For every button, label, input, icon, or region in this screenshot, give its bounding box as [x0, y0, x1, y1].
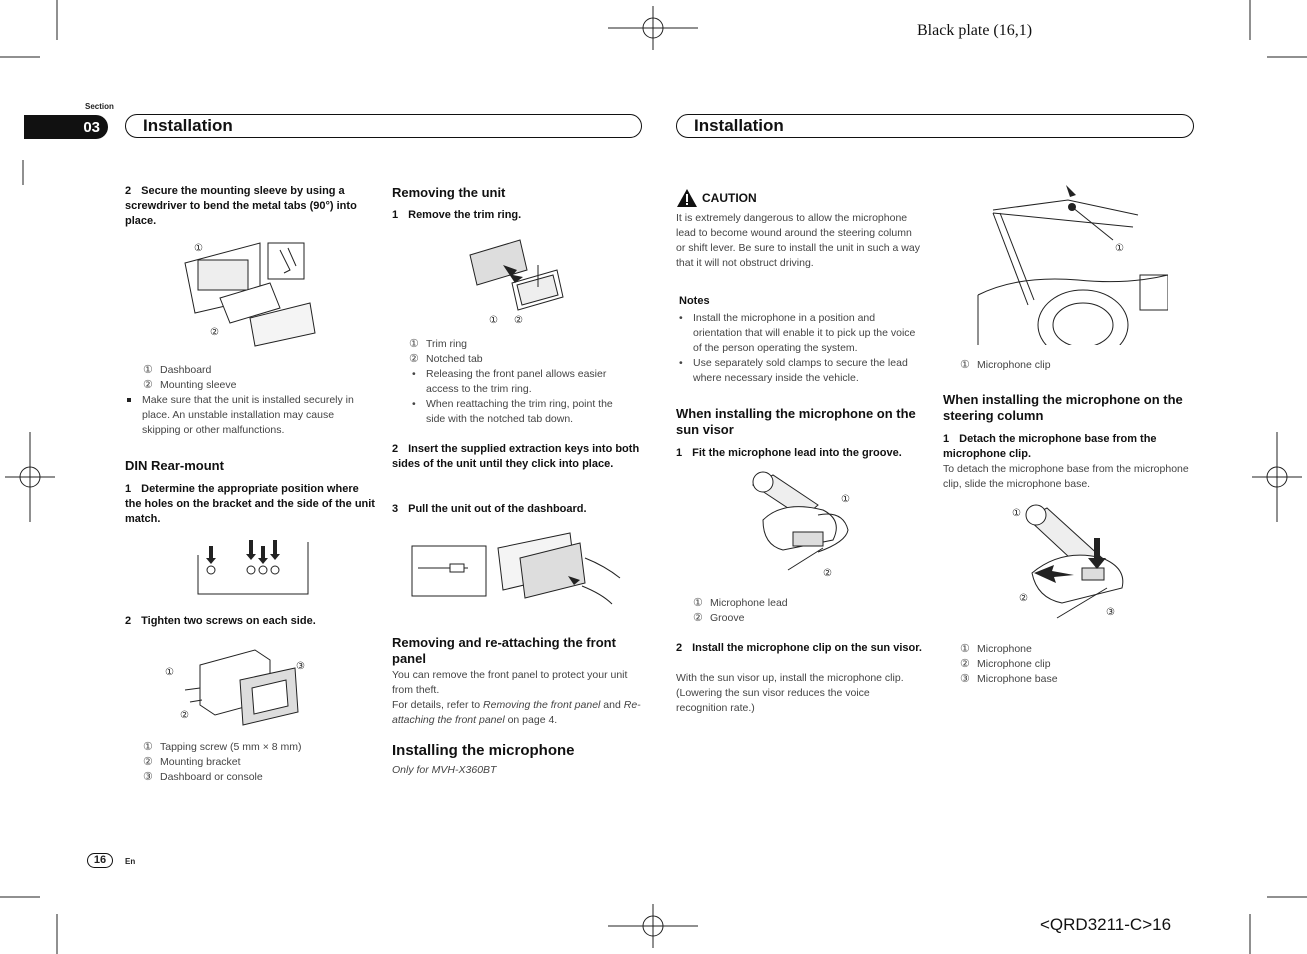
legend-item: ① Trim ring [409, 338, 468, 350]
legend-trim [409, 337, 483, 367]
legend-item: ① Microphone clip [960, 359, 1051, 371]
din-rear-mount-heading: DIN Rear-mount [125, 458, 224, 473]
section-label: Section [85, 102, 114, 111]
plate-label: Black plate (16,1) [917, 22, 1033, 39]
step-install-clip: 2 Install the microphone clip on the sun visor. [676, 642, 922, 654]
legend-visor [693, 596, 788, 626]
install-note: Make sure that the unit is installed securely in place. An unstable installation may cause skipping or other malfunctions. [125, 393, 373, 438]
fig-marker-3: ③ [296, 661, 305, 672]
fig-marker-1: ① [165, 667, 174, 678]
fig-marker-1: ① [841, 494, 850, 505]
removing-unit-heading: Removing the unit [392, 185, 506, 200]
caution-heading: CAUTION [676, 188, 757, 208]
bullet-item: • Install the microphone in a position and orientation that will enable it to pick up the voice of the person operating the system. [676, 311, 922, 356]
fig-marker-1: ① [1012, 508, 1021, 519]
sun-visor-body: With the sun visor up, install the microphone clip. (Lowering the sun visor reduces the voice recognition rate.) [676, 672, 904, 714]
installing-microphone-heading: Installing the microphone [392, 742, 575, 759]
notes-list [676, 311, 922, 386]
step-tighten-screws: 2 Tighten two screws on each side. [125, 615, 316, 627]
legend-item: ③ Dashboard or console [143, 771, 263, 783]
fig-marker-2: ② [514, 315, 523, 325]
legend-item: ② Mounting sleeve [143, 379, 237, 391]
microphone-model-note: Only for MVH-X360BT [392, 764, 497, 776]
legend-item: ① Microphone lead [693, 597, 788, 609]
step-pull-unit: 3 Pull the unit out of the dashboard. [392, 503, 587, 515]
fig-marker-2: ② [210, 327, 219, 338]
front-panel-reference: For details, refer to Removing the front panel and Re-attaching the front panel on page 4. [392, 699, 641, 726]
page-title-right: Installation [676, 114, 1194, 138]
trim-bullets [409, 367, 634, 427]
legend-item: ③ Microphone base [960, 673, 1058, 685]
caution-text: It is extremely dangerous to allow the microphone lead to become wound around the steering column or shift lever. Be sure to install the unit in such a way that it will not obstruct driving. [676, 212, 920, 269]
steering-column-body: To detach the microphone base from the microphone clip, slide the microphone base. [943, 463, 1189, 490]
legend-item: ② Mounting bracket [143, 756, 241, 768]
front-panel-body: You can remove the front panel to protect your unit from theft. [392, 669, 628, 696]
document-code: <QRD3211-C>16 [1040, 915, 1172, 934]
microphone-clip-illustration [1012, 503, 1132, 621]
bullet-item: • Releasing the front panel allows easier access to the trim ring. [409, 367, 634, 397]
pull-unit-illustration [410, 528, 630, 610]
warning-icon [676, 188, 698, 208]
legend-item: ① Tapping screw (5 mm × 8 mm) [143, 741, 302, 753]
notes-heading: Notes [679, 295, 710, 307]
legend-sleeve [143, 363, 236, 393]
bullet-item: • When reattaching the trim ring, point the side with the notched tab down. [409, 397, 634, 427]
column-1 [125, 184, 375, 229]
legend-bracket [143, 740, 302, 785]
legend-item: ① Dashboard [143, 364, 212, 376]
legend-item: ② Notched tab [409, 353, 483, 365]
fig-marker-3: ③ [1106, 607, 1115, 618]
bullet-item: • Use separately sold clamps to secure the lead where necessary inside the vehicle. [676, 356, 922, 386]
step-fit-lead: 1 Fit the microphone lead into the groove. [676, 447, 902, 459]
trim-ring-illustration [465, 235, 575, 325]
bracket-holes-illustration [196, 540, 311, 596]
step-remove-trim: 1 Remove the trim ring. [392, 209, 522, 221]
page-number: 16 [87, 853, 113, 868]
legend-item: ② Microphone clip [960, 658, 1051, 670]
fig-marker-2: ② [1019, 593, 1028, 604]
fig-marker-1: ① [1115, 243, 1124, 254]
section-number: 03 [24, 115, 108, 139]
legend-car [960, 358, 1051, 373]
link-reattaching-front-panel[interactable]: Re-attaching the front panel [392, 699, 641, 726]
legend-steering [960, 642, 1058, 687]
fig-marker-1: ① [194, 243, 203, 254]
page-title-left: Installation [125, 114, 642, 138]
front-panel-heading: Removing and re-attaching the front panel [392, 635, 616, 666]
microphone-lead-illustration [748, 470, 858, 578]
legend-item: ② Groove [693, 612, 745, 624]
fig-marker-2: ② [180, 710, 189, 721]
mounting-sleeve-illustration [180, 238, 320, 348]
steering-column-heading: When installing the microphone on the steering column [943, 392, 1183, 423]
step-insert-keys: 2 Insert the supplied extraction keys into both sides of the unit until they click into place. [392, 443, 640, 470]
car-interior-illustration [968, 185, 1168, 345]
fig-marker-1: ① [489, 315, 498, 325]
language-label: En [125, 857, 136, 866]
sun-visor-heading: When installing the microphone on the sun visor [676, 406, 916, 437]
fig-marker-2: ② [823, 568, 832, 578]
step-detach-base: 1 Detach the microphone base from the microphone clip. [943, 433, 1157, 460]
step-secure-sleeve: 2 Secure the mounting sleeve by using a screwdriver to bend the metal tabs (90°) into place. [125, 185, 357, 227]
step-determine-position: 1 Determine the appropriate position where the holes on the bracket and the side of the unit match. [125, 483, 375, 525]
legend-item: ① Microphone [960, 643, 1032, 655]
link-removing-front-panel[interactable]: Removing the front panel [483, 699, 601, 711]
screw-bracket-illustration [160, 640, 310, 728]
